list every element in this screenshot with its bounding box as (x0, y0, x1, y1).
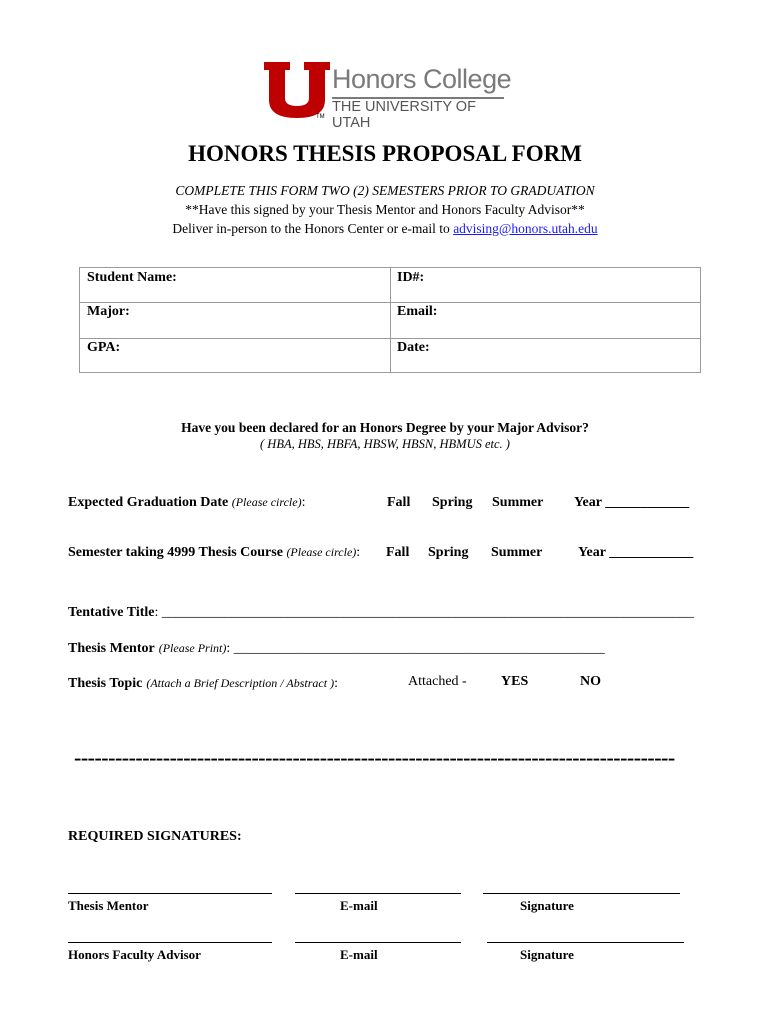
student-name-label: Student Name: (87, 270, 177, 285)
thesis-course-note: (Please circle) (286, 545, 357, 559)
student-info-table (79, 267, 701, 373)
tentative-title-field[interactable]: ____________________________________________________________________________ (161, 605, 694, 620)
graduation-year-field[interactable]: Year ____________ (574, 495, 690, 510)
course-option-fall[interactable]: Fall (386, 545, 410, 560)
course-option-spring[interactable]: Spring (428, 545, 469, 560)
gpa-field[interactable] (87, 340, 383, 370)
form-title: HONORS THESIS PROPOSAL FORM (188, 141, 582, 166)
honors-degree-question: Have you been declared for an Honors Degree by your Major Advisor? (181, 420, 589, 435)
thesis-mentor-colon: : (226, 641, 234, 656)
advisor-signature-line[interactable] (68, 942, 272, 943)
honors-college-logo (264, 62, 514, 131)
advising-email-link[interactable]: advising@honors.utah.edu (453, 221, 598, 236)
graduation-note: (Please circle) (231, 495, 302, 509)
gpa-label: GPA: (87, 340, 121, 355)
advisor-email-label: E-mail (340, 947, 378, 962)
section-divider: ---------------------------------------------------------------------------------------- (74, 745, 675, 770)
required-signatures-heading: REQUIRED SIGNATURES: (68, 829, 242, 844)
tentative-title-colon: : (154, 605, 162, 620)
thesis-mentor-label: Thesis Mentor (68, 641, 155, 656)
graduation-date-text: Expected Graduation Date (68, 495, 229, 510)
major-label: Major: (87, 304, 130, 319)
thesis-mentor-note: (Please Print) (158, 641, 227, 655)
thesis-mentor-field[interactable]: _____________________________________________________ (233, 641, 605, 656)
advisor-sign-line[interactable] (487, 942, 684, 943)
date-label: Date: (397, 340, 430, 355)
thesis-mentor-row (68, 639, 628, 657)
advisor-email-line[interactable] (295, 942, 461, 943)
attached-label: Attached - (408, 674, 467, 689)
mentor-email-label: E-mail (340, 898, 378, 913)
graduation-option-spring[interactable]: Spring (432, 495, 473, 510)
trademark-mark: TM (316, 114, 325, 120)
faculty-advisor-sig-label: Honors Faculty Advisor (68, 947, 201, 962)
id-label: ID#: (397, 270, 425, 285)
mentor-email-line[interactable] (295, 893, 461, 894)
college-name: Honors College (332, 64, 512, 94)
course-year-field[interactable]: Year ____________ (578, 545, 694, 560)
instruction-delivery (0, 221, 770, 237)
tentative-title-row (68, 603, 708, 621)
advisor-signature-label: Signature (520, 947, 574, 962)
graduation-colon: : (301, 495, 306, 510)
course-option-summer[interactable]: Summer (491, 545, 543, 560)
delivery-text: Deliver in-person to the Honors Center or e-mail to (172, 221, 454, 236)
thesis-topic-note: (Attach a Brief Description / Abstract ) (146, 676, 335, 690)
mentor-sign-line[interactable] (483, 893, 680, 894)
attached-no-option[interactable]: NO (580, 674, 601, 689)
university-name: THE UNIVERSITY OF UTAH (332, 99, 476, 131)
thesis-topic-label (68, 674, 338, 692)
instruction-signatures: **Have this signed by your Thesis Mentor and Honors Faculty Advisor** (185, 202, 585, 217)
email-label: Email: (397, 304, 438, 319)
tentative-title-label: Tentative Title (68, 605, 155, 620)
student-name-field[interactable] (87, 270, 383, 302)
thesis-topic-text: Thesis Topic (68, 676, 143, 691)
mentor-signature-line[interactable] (68, 893, 272, 894)
instruction-deadline: COMPLETE THIS FORM TWO (2) SEMESTERS PRIOR TO GRADUATION (175, 183, 595, 198)
honors-degree-examples: ( HBA, HBS, HBFA, HBSW, HBSN, HBMUS etc. ) (260, 437, 510, 451)
thesis-mentor-sig-label: Thesis Mentor (68, 898, 149, 913)
graduation-date-label (68, 495, 305, 511)
table-divider (390, 268, 391, 372)
thesis-course-text: Semester taking 4999 Thesis Course (68, 545, 283, 560)
thesis-course-colon: : (356, 545, 361, 560)
id-field[interactable] (397, 270, 693, 302)
attached-yes-option[interactable]: YES (501, 674, 529, 689)
block-u-logo-icon (264, 62, 330, 118)
major-field[interactable] (87, 304, 383, 336)
graduation-option-fall[interactable]: Fall (387, 495, 411, 510)
table-row-divider (80, 302, 700, 303)
thesis-topic-colon: : (334, 676, 338, 691)
table-row-divider (80, 338, 700, 339)
thesis-course-label (68, 545, 360, 561)
graduation-option-summer[interactable]: Summer (492, 495, 544, 510)
email-field[interactable] (397, 304, 693, 336)
mentor-signature-label: Signature (520, 898, 574, 913)
date-field[interactable] (397, 340, 693, 370)
